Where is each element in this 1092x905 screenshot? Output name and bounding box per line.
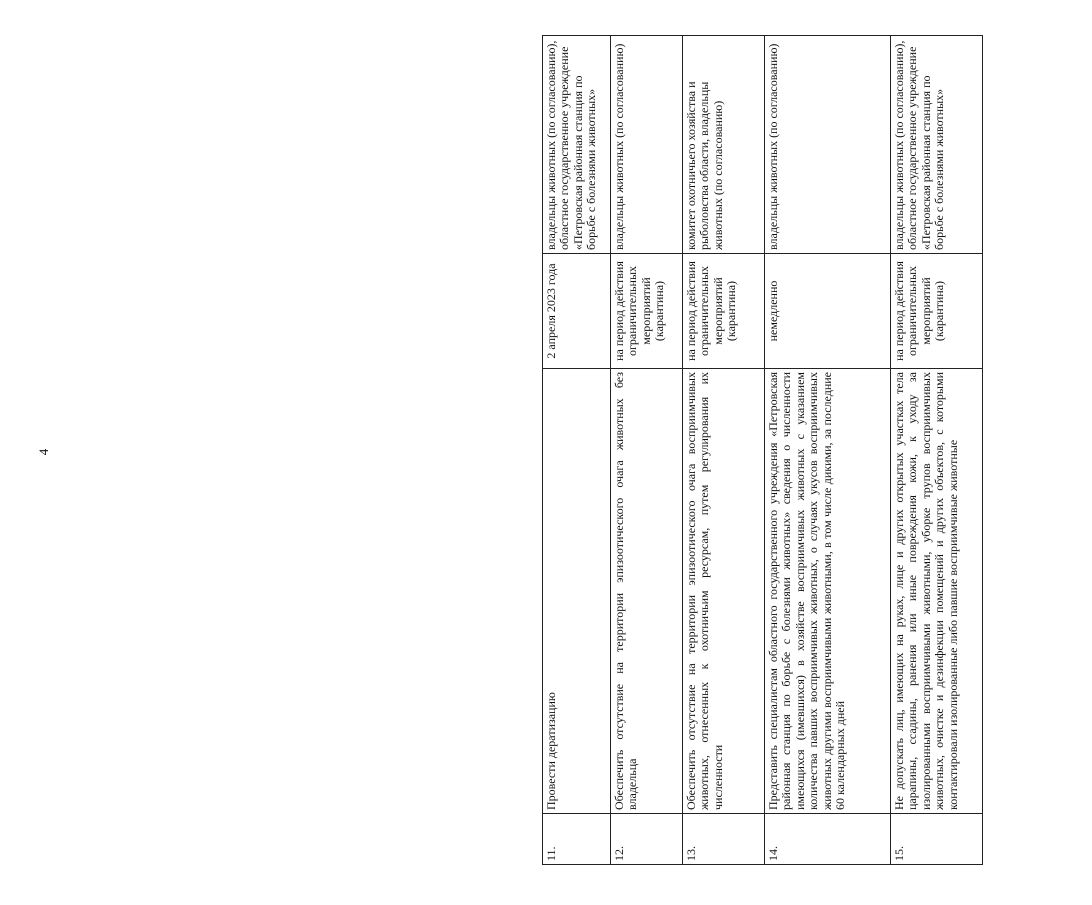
deadline-text: на период действия ограничительных мероприятий (карантина) — [611, 254, 683, 369]
table-row — [765, 36, 891, 865]
measure-text: Обеспечить отсутствие на территории эпизоотического очага восприимчивых животных, отнесенных к охотничьим ресурсам, путем регулирования их численности — [683, 369, 765, 814]
table-row — [891, 36, 983, 865]
deadline-text: на период действия ограничительных мероприятий (карантина) — [891, 254, 983, 369]
responsible-text: комитет охотничьего хозяйства и рыболовства области, владельцы животных (по согласованию) — [683, 36, 765, 254]
responsible-text: владельцы животных (по согласованию), областное государственное учреждение «Петровская районная станция по борьбе с болезнями животных» — [543, 36, 611, 254]
table-row — [543, 36, 611, 865]
measure-text: Не допускать лиц, имеющих на руках, лице и других открытых участках тела царапины, ссадины, ранения или иные повреждения кожи, к уходу за изолированными восприимчивыми животными, уборке трупов восприимчивых животных, очистке и дезинфекции помещений и других объектов, с которыми контактировали изолированные либо павшие восприимчивые животные — [891, 369, 983, 814]
row-number: 11. — [543, 814, 611, 865]
row-number: 12. — [611, 814, 683, 865]
row-number: 14. — [765, 814, 891, 865]
row-number: 13. — [683, 814, 765, 865]
rotated-page-content — [542, 35, 1092, 865]
measure-text: Обеспечить отсутствие на территории эпизоотического очага животных без владельца — [611, 369, 683, 814]
responsible-text: владельцы животных (по согласованию) — [611, 36, 683, 254]
responsible-text: владельцы животных (по согласованию), областное государственное учреждение «Петровская районная станция по борьбе с болезнями животных» — [891, 36, 983, 254]
measure-text: Провести дератизацию — [543, 369, 611, 814]
deadline-text: немедленно — [765, 254, 891, 369]
responsible-text: владельцы животных (по согласованию) — [765, 36, 891, 254]
deadline-text: на период действия ограничительных мероприятий (карантина) — [683, 254, 765, 369]
page-number: 4 — [36, 448, 51, 456]
row-number: 15. — [891, 814, 983, 865]
measure-text: Представить специалистам областного государственного учреждения «Петровская районная станция по борьбе с болезнями животных» сведения о численности имеющихся (имевшихся) в хозяйстве восприимчивых животных с указанием количества павших восприимчивых животных, о случаях укусов восприимчивых животных другими восприимчивыми животными, в том числе дикими, за последние 60 календарных дней — [765, 369, 891, 814]
measures-table — [542, 35, 983, 865]
table-row — [611, 36, 683, 865]
deadline-text: 2 апреля 2023 года — [543, 254, 611, 369]
table-row — [683, 36, 765, 865]
